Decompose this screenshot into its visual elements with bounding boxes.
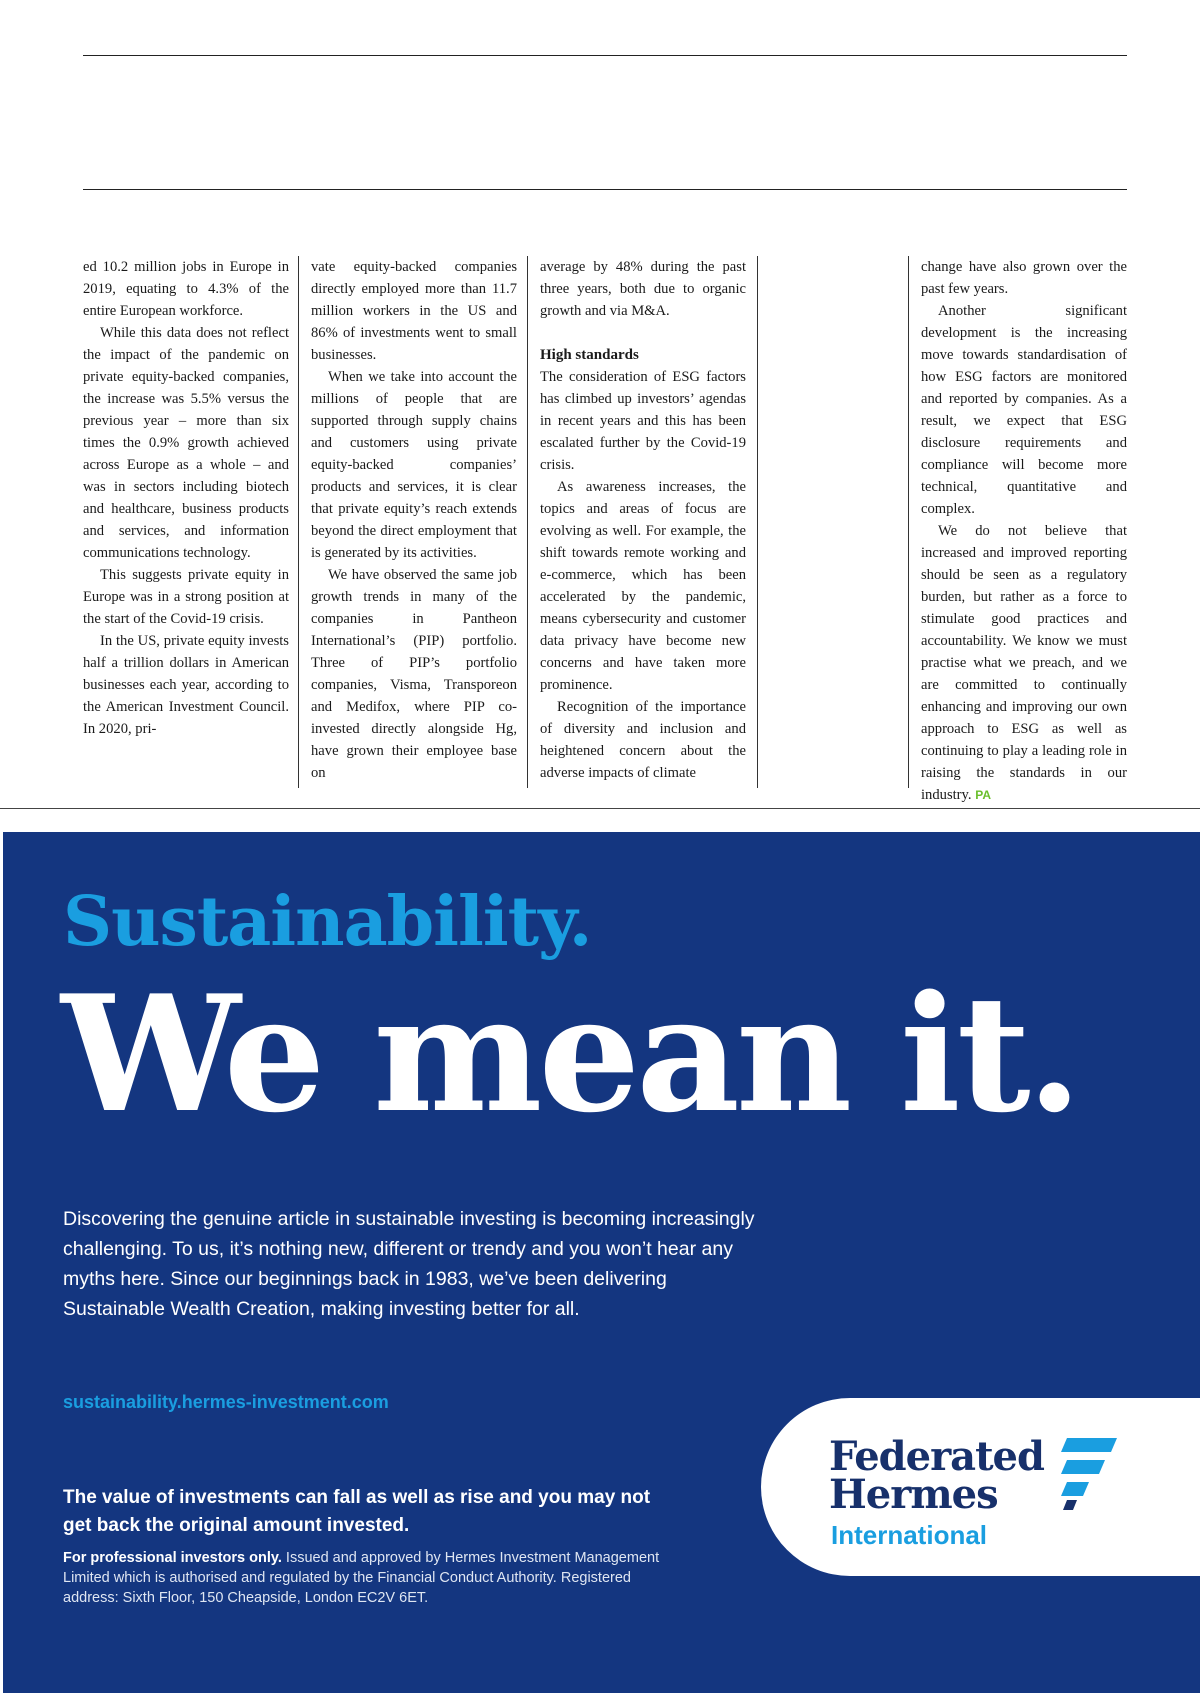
paragraph: As awareness increases, the topics and areas of focus are evolving as well. For example, the shift towards remote working and e-commerce, which has been accelerated by the pandemic, means cybersecurity and customer data privacy have become new concerns and have taken more prominence. xyxy=(540,479,746,693)
paragraph: In the US, private equity invests half a trillion dollars in American businesses each year, according to the American Investment Council. In 2020, pri- xyxy=(83,633,289,737)
article-column-4 xyxy=(921,256,1127,806)
paragraph: average by 48% during the past three years, both due to organic growth and via M&A. xyxy=(540,259,746,319)
logo-subtitle: International xyxy=(831,1520,988,1550)
paragraph: Another significant development is the increasing move towards standardisation of how ESG factors are monitored and reported by companies. As a result, we expect that ESG disclosure requirements and compliance will become more technical, quantitative and complex. xyxy=(921,303,1127,517)
ad-separator-rule xyxy=(0,808,1200,809)
logo-line-1: Federated xyxy=(829,1433,1044,1480)
ad-headline: We mean it. xyxy=(61,960,1079,1148)
risk-warning: The value of investments can fall as well as rise and you may not get back the original amount invested. xyxy=(63,1487,651,1536)
ad-url-link[interactable]: sustainability.hermes-investment.com xyxy=(63,1392,389,1412)
ad-tagline: Sustainability. xyxy=(63,882,592,962)
brand-logo-wordmark xyxy=(829,1433,1044,1518)
legal-disclaimer xyxy=(63,1548,663,1608)
column-divider xyxy=(908,256,909,788)
paragraph: The consideration of ESG factors has climbed up investors’ agendas in recent years and this has been escalated further by the Covid-19 crisis. xyxy=(540,369,746,473)
legal-bold-lead: For professional investors only. xyxy=(63,1550,282,1566)
article-column-2 xyxy=(311,256,517,784)
logo-panel xyxy=(761,1398,1200,1576)
paragraph-text: We do not believe that increased and improved reporting should be seen as a regulatory burden, but rather as a force to stimulate good practices and accountability. We know we must practise what we preach, and we are committed to continually enhancing and improving our own approach to ESG as well as continuing to play a leading role in raising the standards in our industry. xyxy=(921,523,1127,803)
paragraph: While this data does not reflect the impact of the pandemic on private equity-backed companies, the increase was 5.5% versus the previous year – more than six times the 0.9% growth achieved across Europe as a whole – and was in sectors including biotech and healthcare, business products and services, and information communications technology. xyxy=(83,325,289,561)
paragraph: vate equity-backed companies directly employed more than 11.7 million workers in the US and 86% of investments went to small businesses. xyxy=(311,259,517,363)
top-rule xyxy=(83,55,1127,56)
article-column-3 xyxy=(540,256,746,784)
end-mark: PA xyxy=(975,788,991,802)
section-heading: High standards xyxy=(540,347,639,363)
paragraph: When we take into account the millions of people that are supported through supply chains and customers using private equity-backed companies’ products and services, it is clear that private equity’s reach extends beyond the direct employment that is generated by its activities. xyxy=(311,369,517,561)
advertisement xyxy=(3,832,1200,1693)
paragraph: Recognition of the importance of diversity and inclusion and heightened concern about the adverse impacts of climate xyxy=(540,699,746,781)
paragraph xyxy=(921,520,1127,806)
federated-hermes-f-icon xyxy=(1059,1438,1119,1510)
ad-body-copy: Discovering the genuine article in sustainable investing is becoming increasingly challenging. To us, it’s nothing new, different or trendy and you won’t hear any myths here. Since our beginnings back in 1983, we’ve been delivering Sustainable Wealth Creation, making investing better for all. xyxy=(63,1208,755,1320)
paragraph: We have observed the same job growth trends in many of the companies in Pantheon International’s (PIP) portfolio. Three of PIP’s portfolio companies, Visma, Transporeon and Medifox, where PIP co-invested directly alongside Hg, have grown their employee base on xyxy=(311,567,517,781)
paragraph: ed 10.2 million jobs in Europe in 2019, equating to 4.3% of the entire European workforce. xyxy=(83,259,289,319)
logo-line-2: Hermes xyxy=(829,1471,998,1518)
legal-text: Issued and approved by Hermes Investment Management Limited which is authorised and regulated by the Financial Conduct Authority. Registered address: Sixth Floor, 150 Cheapside, London EC2V 6ET. xyxy=(63,1550,660,1606)
article-column-1 xyxy=(83,256,289,740)
paragraph: change have also grown over the past few years. xyxy=(921,259,1127,297)
paragraph: This suggests private equity in Europe was in a strong position at the start of the Covid-19 crisis. xyxy=(83,567,289,627)
column-divider xyxy=(757,256,758,788)
header-rule xyxy=(83,189,1127,190)
column-divider xyxy=(298,256,299,788)
column-divider xyxy=(527,256,528,788)
